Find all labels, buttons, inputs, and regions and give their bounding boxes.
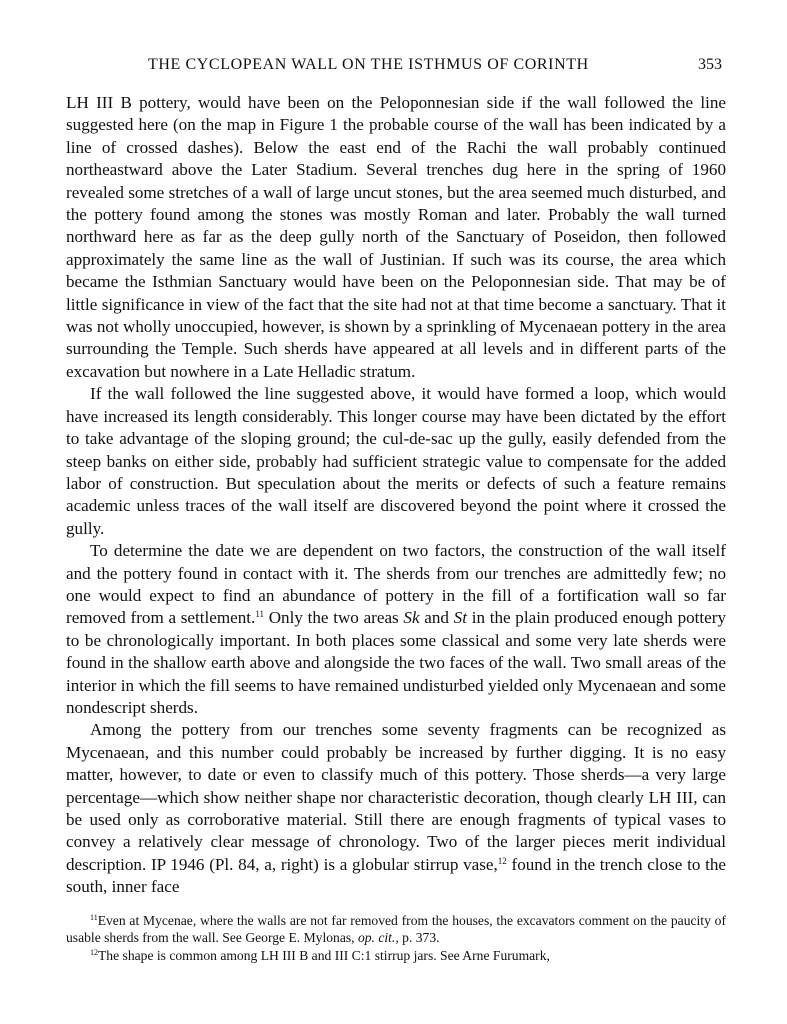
footnote-text: , p. 373.: [395, 930, 440, 946]
footnotes: [66, 912, 726, 964]
footnote-ref-11[interactable]: 11: [255, 609, 264, 620]
footnote-number: 11: [90, 913, 98, 922]
area-label-st: St: [453, 608, 467, 628]
footnote-ref-12[interactable]: 12: [497, 855, 507, 866]
main-text: [66, 92, 726, 899]
paragraph-3: [66, 540, 726, 719]
paragraph-2: If the wall followed the line suggested above, it would have formed a loop, which would have increased its length considerably. This longer course may have been dictated by the effort to take advantage of the sloping ground; the cul-de-sac up the gully, easily defended from the steep banks on either side, probably had sufficient strategic value to compensate for the added labor of construction. But speculation about the merits or defects of such a feature remains academic unless traces of the wall itself are discovered beyond the point where it crossed the gully.: [66, 384, 726, 538]
footnote-text: The shape is common among LH III B and III C:1 stirrup jars. See Arne Furumark,: [98, 947, 550, 963]
paragraph-3-text-d: in the plain produced enough pottery to be chronologically important. In both places some classical and some very late sherds were found in the shallow earth above and alongside the two faces of the wall. Two small areas of the interior in which the fill seems to have remained undisturbed yielded only Mycenaean and some nondescript sherds.: [66, 608, 726, 717]
area-label-sk: Sk: [403, 608, 420, 628]
footnote-text: Even at Mycenae, where the walls are not far removed from the houses, the excavators comment on the paucity of usable sherds from the wall. See George E. Mylonas,: [66, 913, 726, 946]
paragraph-4-text-a: Among the pottery from our trenches some seventy fragments can be recognized as Mycenaean, and this number could probably be increased by further digging. It is no easy matter, however, to date or even to classify much of this pottery. Those sherds—a very large percentage—which show neither shape nor characteristic decoration, though clearly LH III, can be used only as corroborative material. Still there are enough fragments of typical vases to convey a relatively clear message of chronology. Two of the larger pieces merit individual description. IP 1946 (Pl. 84, a, right) is a globular stirrup vase,: [66, 720, 726, 874]
paragraph-3-text-b: Only the two areas: [263, 608, 404, 628]
paragraph-4-text-b: found in the trench close to the south, inner face: [66, 854, 727, 897]
footnote-number: 12: [90, 947, 98, 957]
footnote-12: [66, 947, 726, 964]
footnote-citation: op. cit.: [357, 930, 396, 946]
running-title: THE CYCLOPEAN WALL ON THE ISTHMUS OF CORINTH: [148, 56, 589, 73]
paragraph-1: LH III B pottery, would have been on the Peloponnesian side if the wall followed the line suggested here (on the map in Figure 1 the probable course of the wall has been indicated by a line of crossed dashes). Below the east end of the Rachi the wall probably continued northeastward above the Later Stadium. Several trenches dug here in the spring of 1960 revealed some stretches of a wall of large uncut stones, but the area seemed much disturbed, and the pottery found among the stones was mostly Roman and later. Probably the wall turned northward here as far as the deep gully north of the Sanctuary of Poseidon, then followed approximately the same line as the wall of Justinian. If such was its course, the area which became the Isthmian Sanctuary would have been on the Peloponnesian side. That may be of little significance in view of the fact that the site had not at that time become a sanctuary. That it was not wholly unoccupied, however, is shown by a sprinkling of Mycenaean pottery in the area surrounding the Temple. Such sherds have appeared at all levels and in different parts of the excavation but nowhere in a Late Helladic stratum.: [66, 93, 726, 381]
paragraph-3-text-a: To determine the date we are dependent on two factors, the construction of the wall itself and the pottery found in contact with it. The sherds from our trenches are admittedly few; no one would expect to find an abundance of pottery in the fill of a fortification wall so far removed from a settlement.: [66, 541, 726, 628]
footnote-11: [66, 912, 726, 947]
paragraph-4: [66, 719, 726, 898]
running-header: [66, 56, 722, 80]
paragraph-3-text-c: and: [419, 608, 454, 628]
page-number: 353: [698, 56, 722, 73]
